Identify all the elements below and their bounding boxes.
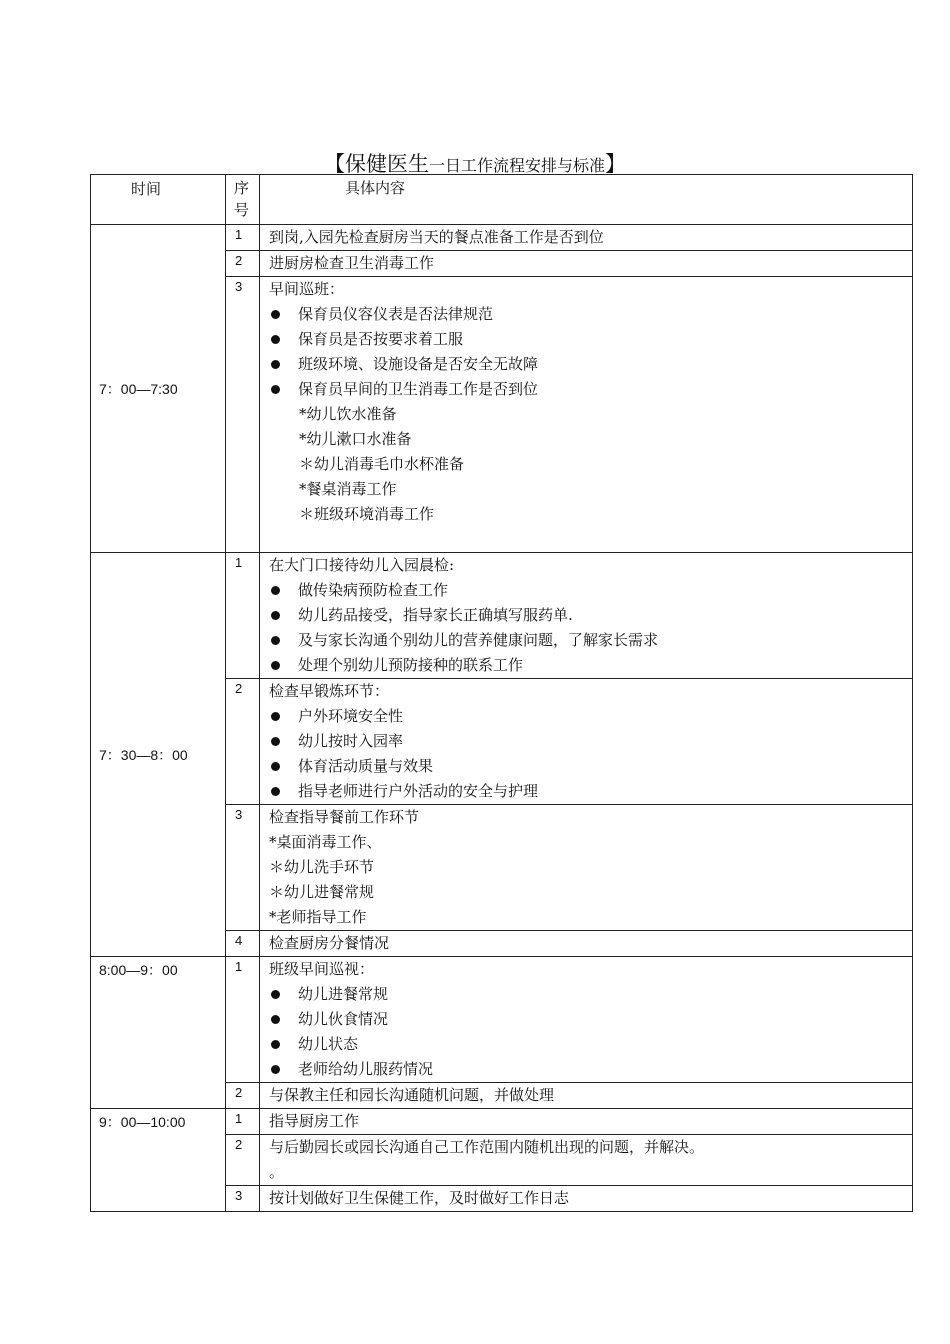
item-content [260,957,913,1083]
time-slot: 7：30—8：00 [91,553,226,957]
content-line: ＊班级环境消毒工作 [299,505,435,523]
item-content [260,277,913,553]
content-line: *幼儿饮水准备 [299,405,397,423]
time-slot: 9：00—10:00 [91,1109,226,1212]
bullet-item: 及与家长沟通个别幼儿的营养健康问题，了解家长需求 [269,628,912,653]
item-number: 1 [226,225,260,251]
item-number: 2 [226,1083,260,1109]
item-content [260,1135,913,1186]
content-line: 检查早锻炼环节： [269,682,390,700]
content-line: *餐桌消毒工作 [299,480,397,498]
header-number [226,175,260,225]
bullet-item: 幼儿按时入园率 [269,729,912,754]
bullet-item: 体育活动质量与效果 [269,754,912,779]
item-number: 2 [226,251,260,277]
bullet-item: 做传染病预防检查工作 [269,578,912,603]
content-line: ＊幼儿进餐常规 [269,883,375,901]
title-sub: 一日工作流程安排与标准 [428,156,605,175]
header-content: 具体内容 [260,175,913,225]
content-line: 。 [269,1163,285,1181]
header-number-line2: 号 [234,201,250,219]
time-slot: 8:00—9：00 [91,957,226,1109]
content-line: 早间巡班： [269,280,345,298]
item-content [260,251,913,277]
content-line: 按计划做好卫生保健工作，及时做好工作日志 [269,1189,570,1207]
bullet-item: 幼儿药品接受，指导家长正确填写服药单. [269,603,912,628]
content-line: 与后勤园长或园长沟通自己工作范围内随机出现的问题，并解决。 [269,1138,705,1156]
time-slot: 7：00—7:30 [91,225,226,553]
table-row [91,957,913,1083]
item-content [260,1109,913,1135]
content-line: 指导厨房工作 [269,1112,360,1130]
header-row [91,175,913,225]
item-content [260,679,913,805]
item-number: 3 [226,277,260,553]
item-number: 3 [226,805,260,931]
content-line: *桌面消毒工作、 [269,833,382,851]
title-main: 保健医生 [344,152,429,176]
table-row [91,1109,913,1135]
table-row [91,225,913,251]
bullet-item: 保育员早间的卫生消毒工作是否到位 [269,377,912,402]
item-content [260,553,913,679]
item-number: 1 [226,1109,260,1135]
bullet-item: 幼儿状态 [269,1032,912,1057]
item-number: 1 [226,957,260,1083]
schedule-table [90,174,913,1212]
item-content [260,1186,913,1212]
content-line: ＊幼儿消毒毛巾水杯准备 [299,455,465,473]
item-number: 2 [226,679,260,805]
item-number: 3 [226,1186,260,1212]
bullet-item: 处理个别幼儿预防接种的联系工作 [269,653,912,678]
content-line: *老师指导工作 [269,908,367,926]
item-content [260,931,913,957]
content-line: 到岗,入园先检查厨房当天的餐点准备工作是否到位 [269,228,604,246]
content-line [269,527,912,552]
title-open-bracket: 【 [323,152,345,176]
item-content [260,225,913,251]
content-line: 进厨房检查卫生消毒工作 [269,254,435,272]
item-content [260,805,913,931]
content-line: 班级早间巡视： [269,960,375,978]
bullet-item: 幼儿进餐常规 [269,982,912,1007]
content-line: 在大门口接待幼儿入园晨检: [269,556,455,574]
header-time: 时间 [91,175,226,225]
bullet-item: 保育员仪容仪表是否法律规范 [269,302,912,327]
title-close-bracket: 】 [605,152,626,176]
header-number-line1: 序 [234,179,250,197]
content-line: 检查厨房分餐情况 [269,934,390,952]
item-number: 4 [226,931,260,957]
content-line: *幼儿漱口水准备 [299,430,412,448]
item-number: 1 [226,553,260,679]
bullet-item: 户外环境安全性 [269,704,912,729]
bullet-item: 幼儿伙食情况 [269,1007,912,1032]
item-content [260,1083,913,1109]
table-row [91,553,913,679]
bullet-item: 班级环境、设施设备是否安全无故障 [269,352,912,377]
bullet-item: 指导老师进行户外活动的安全与护理 [269,779,912,804]
content-line: ＊幼儿洗手环节 [269,858,375,876]
item-number: 2 [226,1135,260,1186]
content-line: 检查指导餐前工作环节 [269,808,420,826]
content-line: 与保教主任和园长沟通随机问题，并做处理 [269,1086,555,1104]
bullet-item: 保育员是否按要求着工服 [269,327,912,352]
bullet-item: 老师给幼儿服药情况 [269,1057,912,1082]
